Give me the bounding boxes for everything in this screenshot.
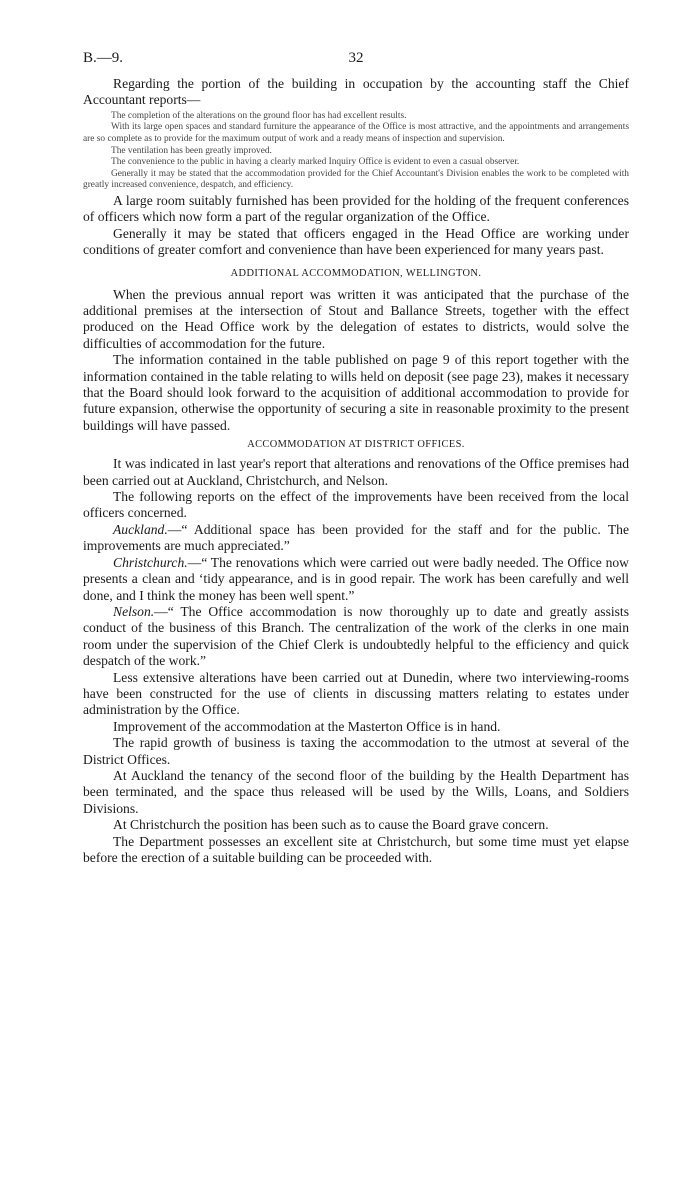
- quote-paragraph: The ventilation has been greatly improved.: [111, 145, 272, 156]
- section-heading-district-offices: ACCOMMODATION AT DISTRICT OFFICES.: [247, 439, 465, 451]
- place-name: Auckland.: [113, 521, 168, 537]
- body-paragraph: At Christchurch the position has been such as to cause the Board grave concern.: [113, 817, 549, 833]
- nelson-report: [83, 604, 629, 670]
- quote-paragraph: Generally it may be stated that the accommodation provided for the Chief Accountant's Division enables the work to be completed with greatly increased convenience, despatch, and efficiency.: [83, 168, 629, 191]
- section-heading-wellington: ADDITIONAL ACCOMMODATION, WELLINGTON.: [230, 267, 482, 279]
- body-paragraph: At Auckland the tenancy of the second floor of the building by the Health Department has been terminated, and the space thus released will be used by the Wills, Loans, and Soldiers Divisions.: [83, 767, 629, 816]
- quote-paragraph: The completion of the alterations on the ground floor has had excellent results.: [111, 110, 407, 121]
- report-text: —“ The Office accommodation is now thoroughly up to date and greatly assists conduct of the business of this Branch. The centralization of the work of the clerks in one main room under the supervision of the Chief Clerk is undoubtedly helpful to the efficiency and quick despatch of the work.”: [83, 603, 629, 669]
- body-paragraph: When the previous annual report was written it was anticipated that the purchase of the additional premises at the intersection of Stout and Ballance Streets, together with the effect produced on the Head Office work by the delegation of estates to districts, would solve the difficulties of accommodation for the future.: [83, 286, 629, 351]
- page-number: 32: [348, 50, 364, 66]
- quote-paragraph: With its large open spaces and standard furniture the appearance of the Office is most attractive, and the appointments and arrangements are so complete as to provide for the maximum output of work and a ready means of inspection and supervision.: [83, 122, 629, 144]
- place-name: Christchurch.: [113, 554, 188, 570]
- intro-paragraph: Regarding the portion of the building in occupation by the accounting staff the Chief Accountant reports—: [83, 76, 629, 108]
- body-paragraph: Improvement of the accommodation at the Masterton Office is in hand.: [113, 718, 501, 734]
- body-paragraph: The information contained in the table published on page 9 of this report together with the information contained in the table relating to wills held on deposit (see page 23), makes it necessary that the Board should look forward to the acquisition of additional accommodation to provide for future expansion, otherwise the opportunity of securing a site in reasonable proximity to the present buildings will have passed.: [83, 352, 629, 433]
- document-reference: B.—9.: [83, 50, 124, 66]
- report-text: —“ The renovations which were carried out were badly needed. The Office now presents a clean and ʻtidy appearance, and is in good repair. The work has been carefully and well done, and I think the money has been well spent.”: [83, 554, 629, 603]
- report-text: —“ Additional space has been provided for the staff and for the public. The improvements are much appreciated.”: [83, 521, 629, 554]
- body-paragraph: The following reports on the effect of the improvements have been received from the local officers concerned.: [83, 489, 629, 521]
- christchurch-report: [83, 555, 629, 604]
- body-paragraph: Less extensive alterations have been carried out at Dunedin, where two interviewing-rooms have been constructed for the use of clients in discussing matters relating to estates under administration by the Office.: [83, 669, 629, 718]
- document-page: [83, 50, 629, 866]
- auckland-report: [83, 522, 629, 555]
- body-paragraph: Generally it may be stated that officers engaged in the Head Office are working under conditions of greater comfort and convenience than have been experienced for many years past.: [83, 225, 629, 258]
- body-paragraph: A large room suitably furnished has been provided for the holding of the frequent conferences of officers which now form a part of the regular organization of the Office.: [83, 192, 629, 225]
- body-paragraph: It was indicated in last year's report that alterations and renovations of the Office premises had been carried out at Auckland, Christchurch, and Nelson.: [83, 456, 629, 488]
- place-name: Nelson.: [113, 603, 155, 619]
- page-header: [83, 50, 629, 76]
- chief-accountant-quote: [83, 111, 629, 192]
- body-paragraph: The rapid growth of business is taxing the accommodation to the utmost at several of the District Offices.: [83, 735, 629, 767]
- quote-paragraph: The convenience to the public in having a clearly marked Inquiry Office is evident to even a casual observer.: [111, 157, 520, 168]
- body-paragraph: The Department possesses an excellent site at Christchurch, but some time must yet elapse before the erection of a suitable building can be proceeded with.: [83, 833, 629, 865]
